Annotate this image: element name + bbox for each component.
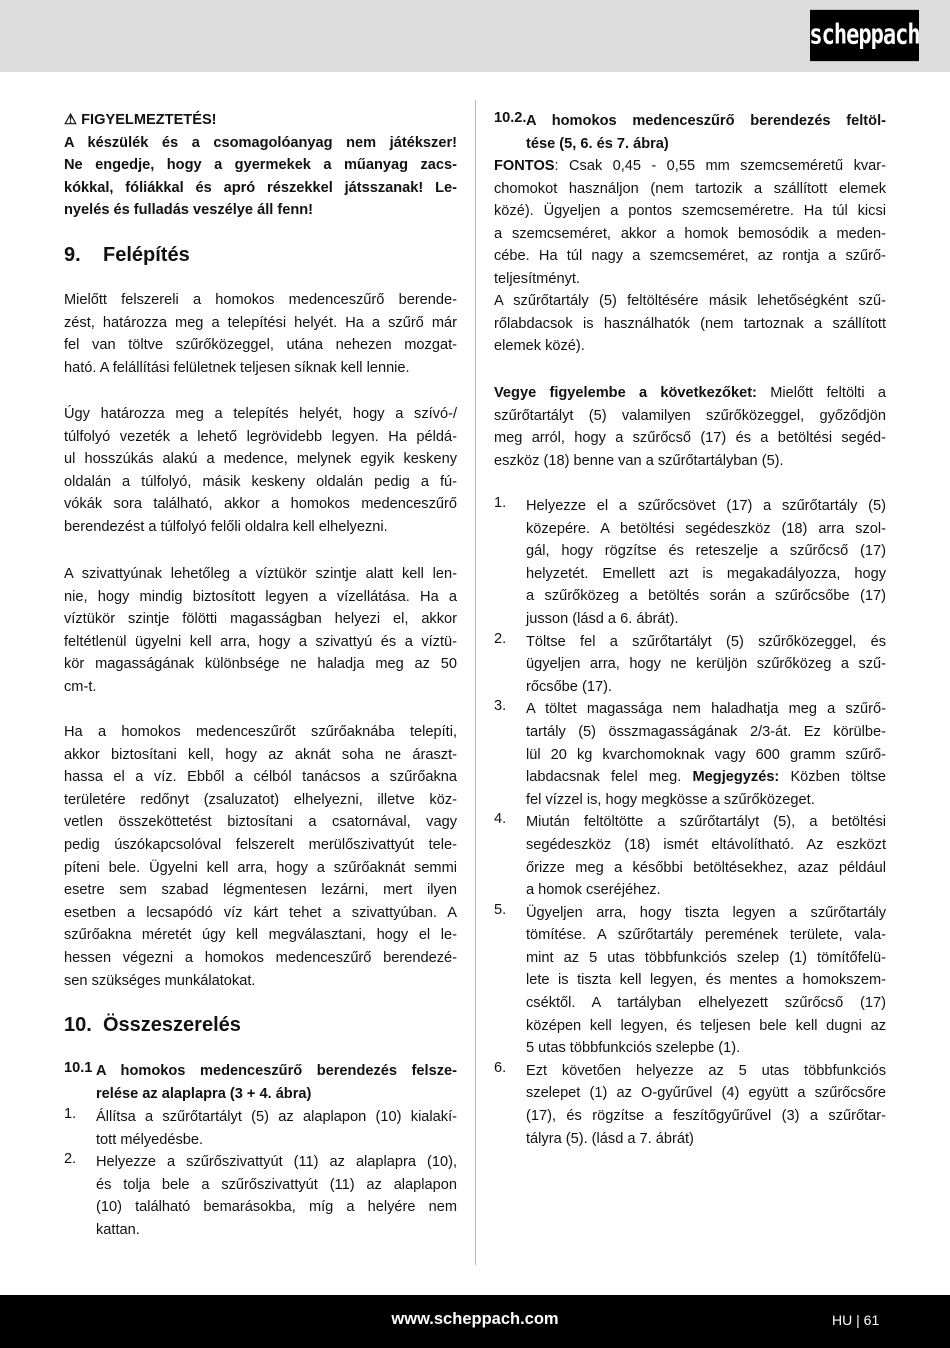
text-line: chomokot használjon (nem tartozik a szállított elemek	[494, 180, 886, 197]
text-line: Helyezze a szűrőszivattyút (11) az alaplapra (10),	[96, 1154, 457, 1171]
text-line: meg arról, hogy a szűrőcső (17) és a betöltési segéd-	[494, 430, 886, 447]
subsection-number: 10.1	[64, 1060, 93, 1076]
text-line: pedig úszókapcsolóval felszerelt merülőszivattyút tele-	[64, 836, 457, 853]
list-number: 2.	[494, 630, 507, 647]
text-segment: Mielőtt feltölti a	[756, 385, 886, 401]
website-link[interactable]: www.scheppach.com	[391, 1310, 559, 1328]
text-segment: labdacsnak felel meg.	[526, 769, 693, 786]
subsection-number: 10.2.	[494, 110, 527, 126]
text-line: segédeszköz (18) ismét eltávolítható. Az eszközt	[526, 836, 886, 853]
text-line: elemek közé).	[494, 338, 585, 355]
text-line: szűrőtartályt (5) valamilyen szűrőközeggel, győződjön	[494, 407, 886, 424]
warning-notice	[64, 109, 457, 222]
paragraph	[64, 289, 457, 379]
text-line: ügyeljen arra, hogy ne kerüljön szűrőközeg a szű-	[526, 656, 886, 673]
section-10-heading	[64, 1013, 457, 1037]
text-line: teljesítményt.	[494, 270, 580, 287]
text-line: píteni bele. Ügyelni kell arra, hogy a szűrőaknát semmi	[64, 859, 457, 876]
text-line: Helyezze el a szűrőcsövet (17) a szűrőtartály (5)	[526, 498, 886, 514]
subsection-10-1	[64, 1060, 457, 1105]
text-line: esetben a lecsapódó víz kárt tehet a szivattyúban. A	[64, 904, 457, 921]
list-item	[64, 1106, 457, 1151]
text-line: akkor biztosítani kell, hogy az aknát soha ne áraszt-	[64, 746, 457, 763]
text-line: (17), és rögzítse a feszítőgyűrűvel (3) a szűrőtar-	[526, 1108, 886, 1125]
text-line: A homokos medenceszűrő berendezés felsze-	[96, 1063, 457, 1079]
warning-triangle-icon: ⚠	[64, 112, 82, 128]
text-line: relése az alaplapra (3 + 4. ábra)	[96, 1085, 312, 1102]
text-line: hessen végezni a homokos medenceszűrő berendezé-	[64, 949, 457, 966]
text-line: lül 20 kg kvarchomoknak vagy 600 gramm szűrő-	[526, 746, 886, 763]
section-number: 9.	[64, 244, 81, 266]
paragraph	[64, 403, 457, 539]
subsection-heading	[64, 1060, 457, 1105]
list-number: 2.	[64, 1151, 77, 1168]
text-line: Ne engedje, hogy a gyermekek a műanyag zacs-	[64, 157, 457, 174]
text-line: eszköz (18) benne van a szűrőtartályban (5).	[494, 452, 784, 469]
page-header	[0, 0, 950, 72]
section-heading	[64, 1013, 457, 1037]
text-line: nyelés és fulladás veszélye áll fenn!	[64, 202, 314, 219]
text-line: helyzetét. Emellett azt is megakadályozza, hogy	[526, 565, 886, 582]
text-line: lete is tiszta kell legyen, és mentes a homokszem-	[526, 972, 886, 989]
text-line: (10) található bemarásokba, míg a helyére nem	[96, 1199, 457, 1216]
text-line: jusson (lásd a 6. ábrát).	[526, 610, 679, 627]
text-line: gál, hogy rögzítse és reteszelje a szűrőcső (17)	[526, 543, 886, 560]
text-line	[494, 382, 886, 405]
subsection-heading	[494, 110, 886, 155]
text-line: tott mélyedésbe.	[96, 1131, 204, 1148]
text-line: Ha a homokos medenceszűrőt szűrőaknába telepíti,	[64, 724, 457, 740]
text-line: és tolja bele a szűrőszivattyút (11) az alaplapon	[96, 1176, 457, 1193]
list-item	[64, 1151, 457, 1241]
language-code: HU	[832, 1312, 853, 1328]
text-line: ul hosszúkás alakú a medence, melynek egyik keskeny	[64, 451, 457, 468]
list-number: 1.	[64, 1106, 77, 1122]
text-line: fel vízzel is, hogy megkösse a szűrőközeget.	[526, 791, 815, 808]
text-line: közepére. A betöltési segédeszköz (18) arra szol-	[526, 520, 886, 537]
text-line: cébe. Ha túl nagy a szemcseméret, az rontja a szűrő-	[494, 248, 886, 265]
list-item	[494, 631, 886, 699]
text-line: Állítsa a szűrőtartályt (5) az alaplapon (10) kialakí-	[96, 1109, 457, 1125]
text-segment: Megjegyzés:	[692, 769, 780, 786]
text-line: cséktől. A tartályban elhelyezett szűrőcső (17)	[526, 995, 886, 1012]
paragraph	[494, 290, 886, 358]
text-line: Töltse fel a szűrőtartályt (5) szűrőközeggel, és	[526, 633, 886, 650]
text-line: szelepet (1) az O-gyűrűvel (4) együtt a szűrőcsőre	[526, 1085, 886, 1102]
text-line: középen kell legyen, és teljesen bele kell dugni az	[526, 1017, 886, 1034]
list-number: 6.	[494, 1059, 507, 1076]
list-item	[494, 495, 886, 631]
text-line: fel van töltve szűrőközeggel, utána nehezen mozgat-	[64, 337, 457, 354]
text-line: A készülék és a csomagolóanyag nem játékszer!	[64, 134, 457, 151]
text-line: A homokos medenceszűrő berendezés feltöl-	[526, 113, 886, 129]
list-number: 1.	[494, 495, 507, 511]
list-item	[494, 1060, 886, 1150]
text-line: sen szükséges munkálatokat.	[64, 972, 256, 989]
text-line: a homok cseréjéhez.	[526, 882, 661, 899]
column-divider	[475, 100, 476, 1265]
paragraph	[64, 563, 457, 699]
page-footer	[0, 1295, 950, 1348]
text-line: Mielőtt felszereli a homokos medenceszűrő berende-	[64, 292, 457, 308]
text-segment: Közben töltse	[779, 769, 886, 786]
text-line	[494, 155, 886, 178]
text-line: A szűrőtartály (5) feltöltésére másik lehetőségként szű-	[494, 293, 886, 309]
text-line: cm-t.	[64, 678, 97, 695]
section-heading	[64, 243, 457, 267]
paragraph	[494, 155, 886, 291]
scheppach-logo: scheppach	[810, 10, 919, 61]
numbered-list	[64, 1106, 457, 1242]
list-item	[494, 811, 886, 901]
text-line: Ezt követően helyezze az 5 utas többfunkciós	[526, 1062, 886, 1079]
list-item	[494, 902, 886, 1060]
page-number: HU | 61	[832, 1312, 880, 1328]
text-line: Úgy határozza meg a telepítés helyét, hogy a szívó-/	[64, 406, 457, 422]
text-line: ható. A felállítási felületnek teljesen síknak kell lennie.	[64, 359, 410, 376]
text-line: közé). Ügyeljen a pontos szemcseméretre. Ha túl kicsi	[494, 203, 886, 220]
list-number: 3.	[494, 698, 507, 715]
text-line: a szűrőközeg a betöltés során a szűrőcsőbe (17)	[526, 588, 886, 605]
paragraph	[64, 721, 457, 992]
warning-title-text: FIGYELMEZTETÉS!	[81, 112, 217, 128]
text-line: területére redőnyt (zsaluzatot) elhelyezni, illetve köz-	[64, 791, 457, 808]
text-line: esetre sem szabad légmentesen lezárni, mert ilyen	[64, 882, 457, 899]
text-line: oldalán a túlfolyó, másik keskeny oldalán pedig a fú-	[64, 473, 457, 490]
section-9-heading	[64, 243, 457, 267]
text-line: A töltet magassága nem haladhatja meg a szűrő-	[526, 701, 886, 718]
text-line: A szivattyúnak lehetőleg a víztükör szintje alatt kell len-	[64, 566, 457, 582]
text-line: kattan.	[96, 1221, 140, 1238]
text-line: tartály (5) összmagasságának 2/3-át. Ez körülbe-	[526, 723, 886, 740]
text-line: rőcsőbe (17).	[526, 678, 612, 695]
text-line: Ügyeljen arra, hogy tiszta legyen a szűrőtartály	[526, 904, 886, 921]
section-title: Összeszerelés	[103, 1014, 241, 1036]
text-line: hassa el a víz. Ebből a célból tanácsos a szűrőakna	[64, 769, 457, 786]
text-line: tömítése. A szűrőtartály peremének területe, vala-	[526, 927, 886, 944]
text-segment: FONTOS	[494, 158, 555, 174]
text-segment: Vegye figyelembe a következőket:	[494, 385, 757, 401]
text-line: rőlabdacsok is használhatók (nem tartoznak a szállított	[494, 315, 886, 332]
list-item	[494, 698, 886, 811]
text-line	[526, 766, 886, 789]
text-line: túlfolyó vezeték a lehető legrövidebb legyen. Ha példá-	[64, 428, 457, 445]
text-line: 5 utas többfunkciós szelepbe (1).	[526, 1040, 741, 1057]
section-number: 10.	[64, 1014, 92, 1036]
text-line: mint az 5 utas többfunkciós szelep (1) tömítőfelü-	[526, 949, 886, 966]
subsection-10-2	[494, 110, 886, 155]
text-line: kör magasságának különbsége ne haladja meg az 50	[64, 656, 457, 673]
text-line: zést, határozza meg a telepítési helyét. Ha a szűrő már	[64, 314, 457, 331]
text-line: őrizze meg a későbbi betöltésekhez, azaz például	[526, 859, 886, 876]
text-line: berendezést a túlfolyó felőli oldalra kell elhelyezni.	[64, 518, 388, 535]
text-line: nie, hogy mindig biztosított legyen a vízellátása. Ha a	[64, 588, 457, 605]
text-line: feltétlenül ügyelni kell arra, hogy a szivattyú és a víztü-	[64, 633, 457, 650]
text-line: a szemcseméret, akkor a homok bemosódik a meden-	[494, 225, 886, 242]
paragraph	[494, 382, 886, 472]
text-line: vetlen összeköttetést biztosítani a csatornával, vagy	[64, 814, 457, 831]
text-line: kókkal, fóliákkal és apró részekkel játsszanak! Le-	[64, 179, 457, 196]
text-segment: : Csak 0,45 - 0,55 mm szemcseméretű kvar-	[554, 158, 886, 174]
text-line: Miután feltöltötte a szűrőtartályt (5), a betöltési	[526, 814, 886, 831]
list-number: 4.	[494, 811, 507, 828]
list-number: 5.	[494, 901, 507, 918]
numbered-list	[494, 495, 886, 1150]
page-num: 61	[863, 1312, 880, 1328]
text-line: vókák sora található, akkor a homokos medenceszűrő	[64, 496, 457, 513]
text-line: szűrőakna méretét úgy kell megválasztani, hogy el le-	[64, 927, 457, 944]
section-title: Felépítés	[103, 244, 190, 266]
warning-title	[64, 109, 457, 132]
text-line: víztükör szintje fölötti magasságban helyezi el, akkor	[64, 611, 457, 628]
text-line: tályra (5). (lásd a 7. ábrát)	[526, 1130, 694, 1147]
text-line: tése (5, 6. és 7. ábra)	[526, 135, 669, 152]
